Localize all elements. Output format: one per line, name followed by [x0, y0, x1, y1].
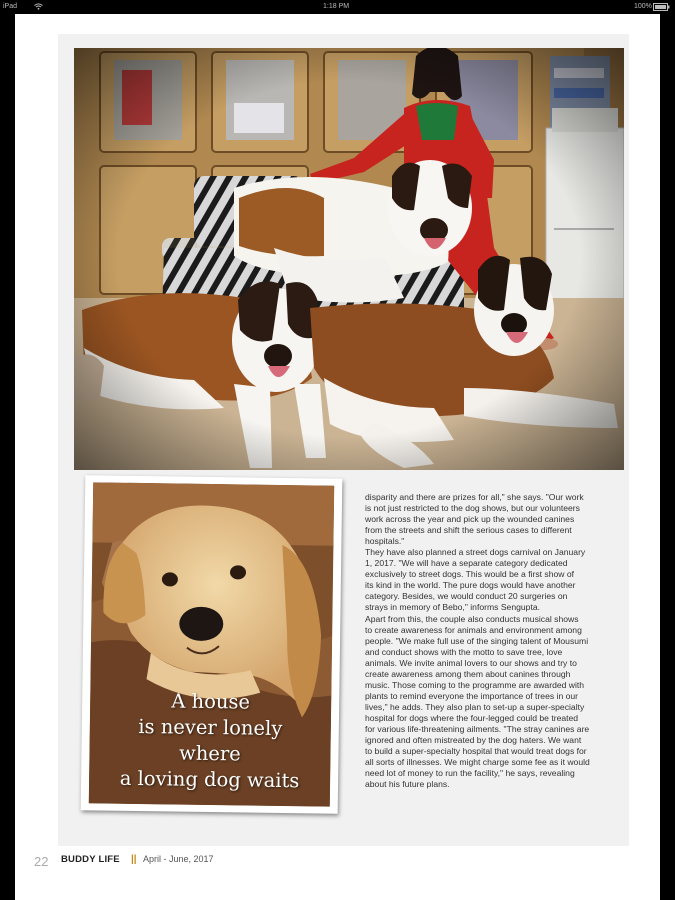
- quote-line: where: [178, 741, 241, 766]
- wifi-icon: [34, 3, 43, 10]
- article-line: disparity and there are prizes for all," she says. "Our work: [365, 492, 584, 502]
- article-line: exclusively to street dogs. This would be a first show of: [365, 569, 575, 580]
- article-line: hospital for dogs where the four-legged could be treated: [365, 712, 579, 723]
- page-number: 22: [34, 854, 49, 869]
- battery-icon: [653, 3, 670, 11]
- article-line: category. Besides, we would conduct 20 surgeries on: [365, 591, 568, 602]
- article-line: strays in memory of Bebo," informs Sengupta.: [365, 602, 541, 613]
- article-line: create awareness among them about canines through: [365, 668, 571, 679]
- photo-woman-with-saint-bernards: [74, 48, 624, 470]
- issue-date: April - June, 2017: [143, 854, 214, 864]
- article-line: They have also planned a street dogs carnival on January: [365, 547, 586, 558]
- article-line: to create awareness for animals and environment among: [365, 624, 582, 635]
- article-body: [365, 492, 627, 790]
- polaroid-frame: [81, 475, 343, 814]
- article-line: people. "We make full use of the singing talent of Mousumi: [365, 635, 589, 646]
- article-line: its kind in the world. The pure dogs would have another: [365, 580, 576, 591]
- article-line: music. Those coming to the programme are awarded with: [365, 679, 585, 690]
- article-line: hospitals.": [365, 536, 405, 547]
- article-line: from the streets and shift the serious cases to different: [365, 525, 572, 536]
- article-line: Apart from this, the couple also conducts musical shows: [365, 613, 579, 624]
- article-line: 1, 2017. "We will have a separate category dedicated: [365, 558, 568, 569]
- article-line: lives," he adds. They also plan to set-up a super-specialty: [365, 701, 585, 712]
- clock: 1:18 PM: [323, 3, 350, 10]
- article-line: animals. We invite animal lovers to our shows and try to: [365, 657, 577, 668]
- footer-separator: ||: [131, 854, 137, 865]
- article-line: plants to remind everyone the importance of trees in our: [365, 690, 579, 701]
- carrier-label: iPad: [3, 3, 18, 10]
- article-line: to build a super-specialty hospital that would treat dogs for: [365, 746, 587, 757]
- article-line: need lot of money to run the facility," he says, revealing: [365, 768, 575, 779]
- article-line: for various life-threatening ailments. "The stray canines are: [365, 723, 590, 734]
- photo-golden-retriever: [89, 482, 334, 806]
- article-line: and conduct shows with the motto to save tree, love: [365, 646, 563, 657]
- article-line: about his future plans.: [365, 779, 450, 790]
- quote-line: a loving dog waits: [119, 766, 300, 793]
- battery-percent: 100%: [634, 3, 652, 10]
- article-line: is not just restricted to the dog shows, but our volunteers: [365, 503, 580, 514]
- quote-line: A house: [171, 689, 251, 714]
- magazine-name: BUDDY LIFE: [61, 854, 120, 865]
- quote-line: is never lonely: [138, 714, 283, 740]
- article-line: all sorts of illnesses. We might charge some fee as it would: [365, 757, 590, 768]
- status-bar: [0, 0, 675, 14]
- article-line: work across the year and pick up the wounded canines: [365, 514, 575, 525]
- polaroid-quote: [89, 687, 331, 794]
- article-line: ignored and often mistreated by the dog haters. We want: [365, 735, 582, 746]
